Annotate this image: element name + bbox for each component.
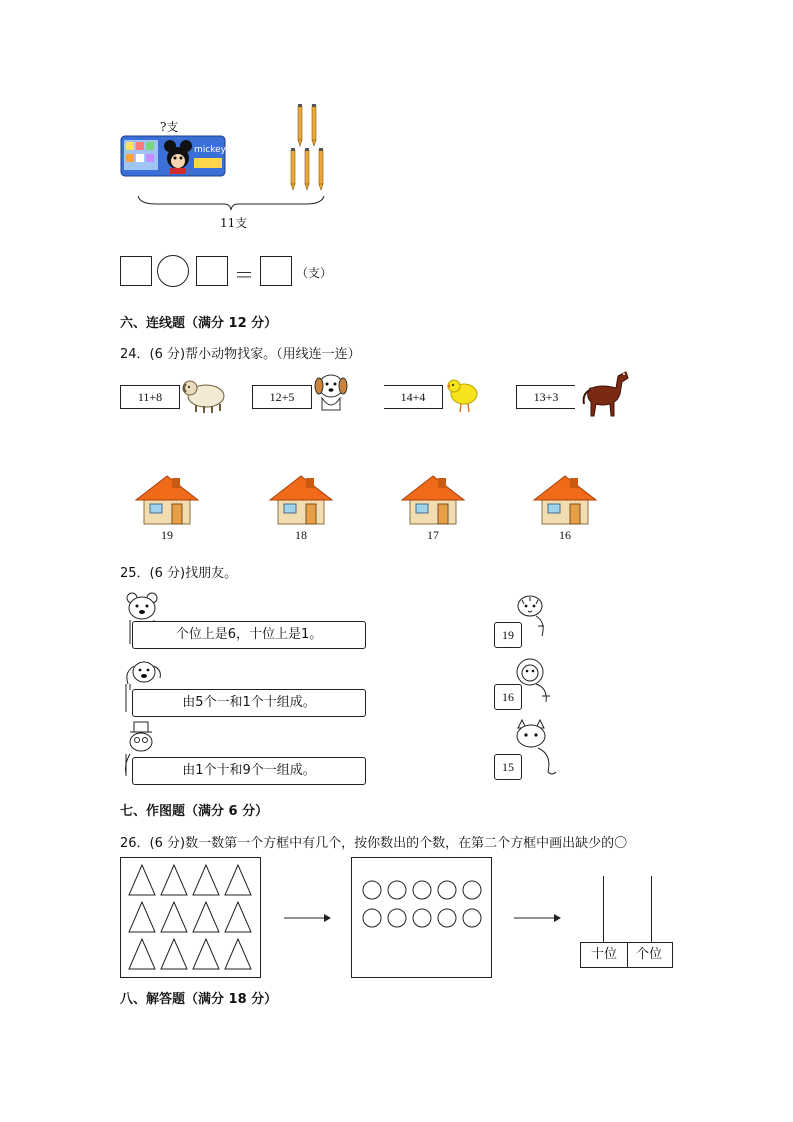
answer-box-result[interactable] — [260, 256, 292, 286]
house-icon[interactable] — [532, 472, 598, 526]
brace-icon — [136, 194, 326, 212]
unit-label: （支） — [296, 266, 333, 280]
statement-3[interactable]: 由1个十和9个一组成。 — [132, 757, 366, 785]
circle-box[interactable] — [351, 857, 493, 979]
triangle-box — [120, 857, 262, 979]
operator-circle[interactable] — [157, 255, 189, 287]
q25-prompt: 25．(6 分)找朋友。 — [120, 566, 238, 581]
q26-prompt: 26．(6 分)数一数第一个方框中有几个，按你数出的个数，在第二个方框中画出缺少的〇 — [120, 836, 628, 851]
arrow-right-icon — [514, 912, 562, 924]
house-icon[interactable] — [268, 472, 334, 526]
arrow-right-icon — [284, 912, 332, 924]
number-card-19[interactable]: 19 — [494, 622, 522, 648]
answer-box-2[interactable] — [196, 256, 228, 286]
animal-expr-2[interactable]: 12+5 — [252, 385, 312, 409]
chick-icon[interactable] — [444, 374, 482, 414]
number-card-15[interactable]: 15 — [494, 754, 522, 780]
animal-expr-1[interactable]: 11+8 — [120, 385, 180, 409]
ones-rod[interactable] — [651, 876, 652, 942]
section-7-heading: 七、作图题（满分 6 分） — [120, 804, 269, 819]
total-count: 11支 — [220, 216, 248, 230]
house-number-3: 17 — [427, 528, 439, 542]
house-number-2: 18 — [295, 528, 307, 542]
tens-rod[interactable] — [603, 876, 604, 942]
section-8-heading: 八、解答题（满分 18 分） — [120, 992, 278, 1007]
equals-sign: ＝ — [234, 263, 254, 287]
dog-icon[interactable] — [312, 370, 350, 414]
sheep-icon[interactable] — [180, 374, 230, 414]
house-icon[interactable] — [134, 472, 200, 526]
house-number-4: 16 — [559, 528, 571, 542]
number-card-16[interactable]: 16 — [494, 684, 522, 710]
animal-expr-4[interactable]: 13+3 — [516, 385, 575, 409]
section-6-heading: 六、连线题（满分 12 分） — [120, 316, 278, 331]
statement-2[interactable]: 由5个一和1个十组成。 — [132, 689, 366, 717]
answer-box-1[interactable] — [120, 256, 152, 286]
house-number-1: 19 — [161, 528, 173, 542]
tens-label: 十位 — [580, 942, 628, 968]
pencilbox-count: ?支 — [160, 120, 179, 134]
statement-1[interactable]: 个位上是6，十位上是1。 — [132, 621, 366, 649]
ones-label: 个位 — [626, 942, 673, 968]
house-icon[interactable] — [400, 472, 466, 526]
pencils-icon — [286, 102, 330, 194]
pencil-case-icon — [120, 132, 228, 178]
animal-expr-3[interactable]: 14+4 — [384, 385, 443, 409]
q24-prompt: 24．(6 分)帮小动物找家。（用线连一连） — [120, 347, 361, 362]
svg-text:mickey: mickey — [194, 145, 226, 155]
horse-icon[interactable] — [578, 366, 632, 418]
